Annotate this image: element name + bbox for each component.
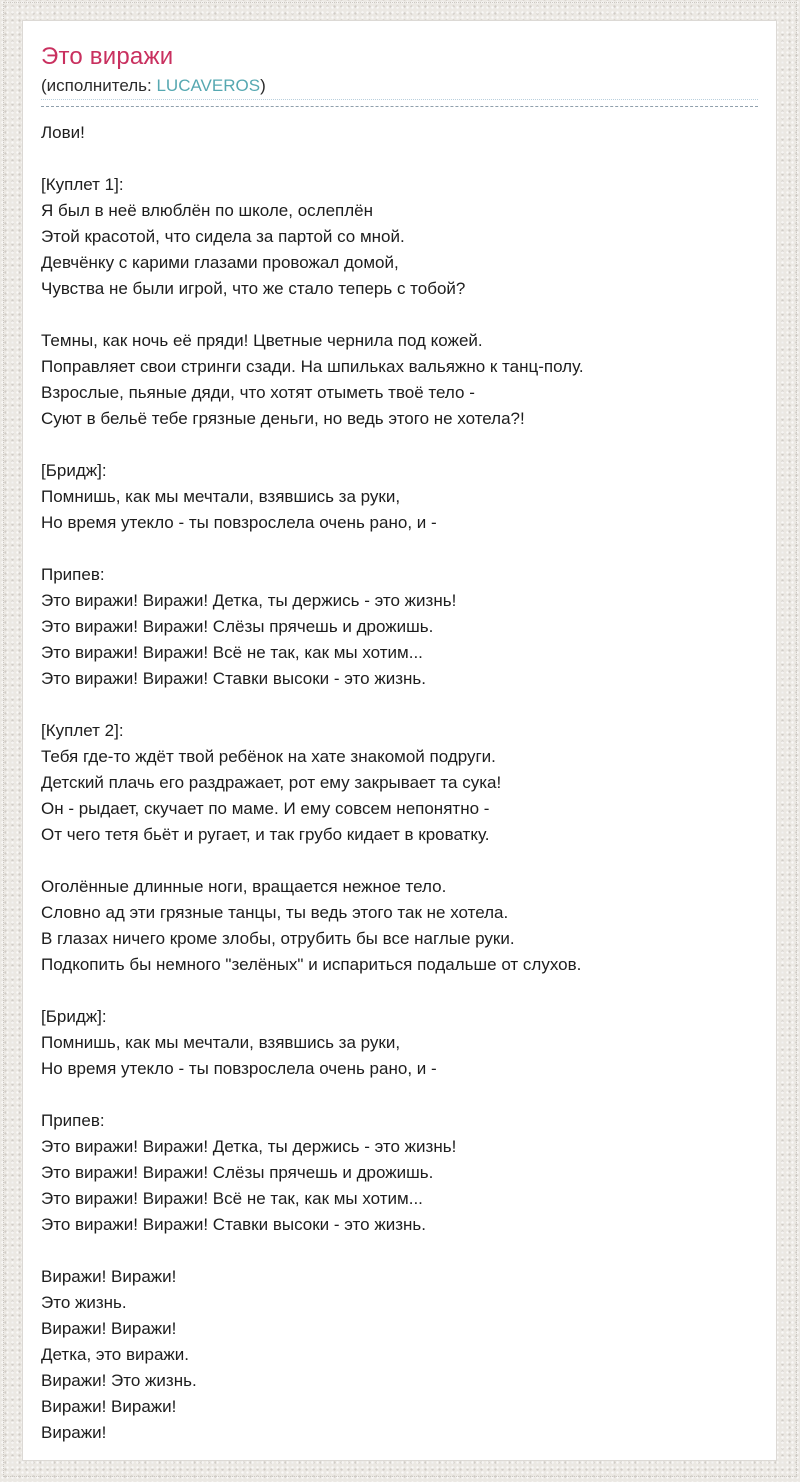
lyric-line: Припев:	[41, 1111, 105, 1130]
lyric-line: Припев:	[41, 565, 105, 584]
lyric-line: Поправляет свои стринги сзади. На шпильках вальяжно к танц-полу.	[41, 357, 584, 376]
lyric-line: Это виражи! Виражи! Слёзы прячешь и дрожишь.	[41, 617, 434, 636]
lyric-line: [Куплет 1]:	[41, 175, 124, 194]
artist-suffix-label: )	[260, 76, 266, 95]
lyric-line: Но время утекло - ты повзрослела очень рано, и -	[41, 1059, 437, 1078]
lyric-line: От чего тетя бьёт и ругает, и так грубо кидает в кроватку.	[41, 825, 490, 844]
lyric-line: Темны, как ночь её пряди! Цветные чернила под кожей.	[41, 331, 483, 350]
lyric-line: Это виражи! Виражи! Всё не так, как мы хотим...	[41, 1189, 423, 1208]
lyric-line: Взрослые, пьяные дяди, что хотят отыметь твоё тело -	[41, 383, 475, 402]
lyric-line: Это виражи! Виражи! Ставки высоки - это жизнь.	[41, 669, 426, 688]
lyric-line: Виражи! Виражи!	[41, 1397, 177, 1416]
artist-line	[41, 76, 758, 99]
lyric-line: Виражи!	[41, 1423, 107, 1442]
lyric-line: Тебя где-то ждёт твой ребёнок на хате знакомой подруги.	[41, 747, 496, 766]
lyric-line: Это виражи! Виражи! Слёзы прячешь и дрожишь.	[41, 1163, 434, 1182]
stanza	[41, 718, 758, 848]
lyric-line: Девчёнку с карими глазами провожал домой,	[41, 253, 399, 272]
lyric-line: Виражи! Это жизнь.	[41, 1371, 197, 1390]
lyric-line: [Куплет 2]:	[41, 721, 124, 740]
lyric-line: [Бридж]:	[41, 461, 107, 480]
header-divider-dashed	[41, 106, 758, 107]
card-content	[23, 21, 776, 1446]
lyric-line: Это виражи! Виражи! Ставки высоки - это жизнь.	[41, 1215, 426, 1234]
stanza	[41, 1004, 758, 1082]
stanza	[41, 1108, 758, 1238]
lyric-line: Это виражи! Виражи! Детка, ты держись - это жизнь!	[41, 1137, 457, 1156]
stanza	[41, 1264, 758, 1446]
stanza	[41, 458, 758, 536]
lyric-line: Детка, это виражи.	[41, 1345, 190, 1364]
lyric-line: Но время утекло - ты повзрослела очень рано, и -	[41, 513, 437, 532]
lyric-line: Помнишь, как мы мечтали, взявшись за руки,	[41, 1033, 401, 1052]
lyric-line: Суют в бельё тебе грязные деньги, но ведь этого не хотела?!	[41, 409, 525, 428]
song-title: Это виражи	[41, 43, 174, 70]
lyric-line: Это жизнь.	[41, 1293, 127, 1312]
lyric-line: Чувства не были игрой, что же стало теперь с тобой?	[41, 279, 466, 298]
lyrics-body	[41, 120, 758, 1446]
lyric-line: Детский плачь его раздражает, рот ему закрывает та сука!	[41, 773, 502, 792]
lyric-line: Помнишь, как мы мечтали, взявшись за руки,	[41, 487, 401, 506]
lyric-line: Словно ад эти грязные танцы, ты ведь этого так не хотела.	[41, 903, 509, 922]
lyric-line: Лови!	[41, 123, 85, 142]
header-divider-dotted	[41, 99, 758, 100]
stanza	[41, 562, 758, 692]
lyric-line: Виражи! Виражи!	[41, 1267, 177, 1286]
lyric-line: Я был в неё влюблён по школе, ослеплён	[41, 201, 373, 220]
stanza	[41, 120, 758, 146]
stanza	[41, 874, 758, 978]
lyric-line: Это виражи! Виражи! Всё не так, как мы хотим...	[41, 643, 423, 662]
lyric-line: Оголённые длинные ноги, вращается нежное тело.	[41, 877, 447, 896]
lyrics-card	[22, 20, 777, 1461]
lyric-line: Это виражи! Виражи! Детка, ты держись - это жизнь!	[41, 591, 457, 610]
stanza	[41, 172, 758, 302]
lyric-line: Он - рыдает, скучает по маме. И ему совсем непонятно -	[41, 799, 490, 818]
lyric-line: Подкопить бы немного "зелёных" и испариться подальше от слухов.	[41, 955, 582, 974]
artist-link[interactable]: LUCAVEROS	[156, 76, 261, 95]
lyric-line: [Бридж]:	[41, 1007, 107, 1026]
lyric-line: В глазах ничего кроме злобы, отрубить бы все наглые руки.	[41, 929, 515, 948]
lyric-line: Виражи! Виражи!	[41, 1319, 177, 1338]
lyric-line: Этой красотой, что сидела за партой со мной.	[41, 227, 405, 246]
stanza	[41, 328, 758, 432]
artist-prefix-label: (исполнитель:	[41, 76, 152, 95]
song-header	[41, 43, 758, 107]
